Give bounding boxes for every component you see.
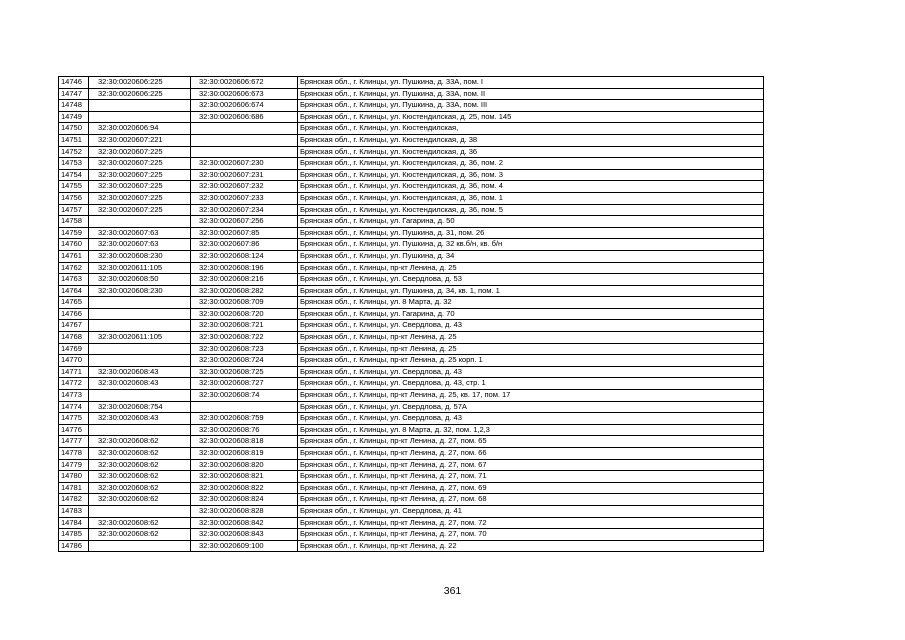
table-row [59, 123, 764, 135]
parent-cadastral-number-cell: 32:30:0020608:50 [89, 274, 191, 286]
address-cell: Брянская обл., г. Клинцы, пр-кт Ленина, д. 22 [298, 540, 764, 552]
address-cell: Брянская обл., г. Клинцы, ул. Кюстендилская, д. 38 [298, 134, 764, 146]
address-cell: Брянская обл., г. Клинцы, пр-кт Ленина, д. 25 [298, 343, 764, 355]
row-number-cell: 14755 [59, 181, 89, 193]
row-number-cell: 14747 [59, 88, 89, 100]
row-number-cell: 14765 [59, 297, 89, 309]
parent-cadastral-number-cell: 32:30:0020607:225 [89, 146, 191, 158]
cadastral-number-cell: 32:30:0020606:686 [191, 111, 298, 123]
address-cell: Брянская обл., г. Клинцы, пр-кт Ленина, д. 27, пом. 68 [298, 494, 764, 506]
address-cell: Брянская обл., г. Клинцы, ул. Свердлова, д. 43, стр. 1 [298, 378, 764, 390]
table-row [59, 355, 764, 367]
parent-cadastral-number-cell [89, 111, 191, 123]
parent-cadastral-number-cell: 32:30:0020607:225 [89, 192, 191, 204]
address-cell: Брянская обл., г. Клинцы, ул. Пушкина, д. 33А, пом. III [298, 100, 764, 112]
row-number-cell: 14777 [59, 436, 89, 448]
address-cell: Брянская обл., г. Клинцы, пр-кт Ленина, д. 25 корп. 1 [298, 355, 764, 367]
row-number-cell: 14757 [59, 204, 89, 216]
table-row [59, 100, 764, 112]
cadastral-number-cell: 32:30:0020607:230 [191, 158, 298, 170]
table-row [59, 192, 764, 204]
parent-cadastral-number-cell: 32:30:0020608:62 [89, 529, 191, 541]
cadastral-number-cell [191, 123, 298, 135]
cadastral-number-cell: 32:30:0020608:196 [191, 262, 298, 274]
table-row [59, 77, 764, 89]
table-row [59, 308, 764, 320]
cadastral-number-cell: 32:30:0020608:759 [191, 413, 298, 425]
cadastral-number-cell [191, 134, 298, 146]
parent-cadastral-number-cell [89, 216, 191, 228]
address-cell: Брянская обл., г. Клинцы, ул. Свердлова, д. 43 [298, 413, 764, 425]
cadastral-number-cell [191, 401, 298, 413]
address-cell: Брянская обл., г. Клинцы, пр-кт Ленина, д. 25, кв. 17, пом. 17 [298, 390, 764, 402]
row-number-cell: 14751 [59, 134, 89, 146]
table-row [59, 448, 764, 460]
row-number-cell: 14767 [59, 320, 89, 332]
parent-cadastral-number-cell: 32:30:0020607:221 [89, 134, 191, 146]
parent-cadastral-number-cell [89, 390, 191, 402]
cadastral-number-cell: 32:30:0020608:727 [191, 378, 298, 390]
parent-cadastral-number-cell: 32:30:0020611:105 [89, 332, 191, 344]
table-row [59, 494, 764, 506]
parent-cadastral-number-cell: 32:30:0020607:63 [89, 227, 191, 239]
row-number-cell: 14784 [59, 517, 89, 529]
address-cell: Брянская обл., г. Клинцы, пр-кт Ленина, д. 27, пом. 66 [298, 448, 764, 460]
address-cell: Брянская обл., г. Клинцы, пр-кт Ленина, д. 25 [298, 332, 764, 344]
row-number-cell: 14778 [59, 448, 89, 460]
parent-cadastral-number-cell: 32:30:0020608:62 [89, 459, 191, 471]
parent-cadastral-number-cell: 32:30:0020608:62 [89, 436, 191, 448]
table-row [59, 343, 764, 355]
address-cell: Брянская обл., г. Клинцы, ул. Кюстендилская, д. 36, пом. 4 [298, 181, 764, 193]
address-cell: Брянская обл., г. Клинцы, ул. Кюстендилская, д. 36, пом. 5 [298, 204, 764, 216]
address-cell: Брянская обл., г. Клинцы, пр-кт Ленина, д. 27, пом. 65 [298, 436, 764, 448]
table-row [59, 482, 764, 494]
row-number-cell: 14748 [59, 100, 89, 112]
parent-cadastral-number-cell: 32:30:0020607:63 [89, 239, 191, 251]
cadastral-number-cell: 32:30:0020608:824 [191, 494, 298, 506]
table-row [59, 262, 764, 274]
row-number-cell: 14780 [59, 471, 89, 483]
row-number-cell: 14783 [59, 505, 89, 517]
parent-cadastral-number-cell: 32:30:0020607:225 [89, 158, 191, 170]
row-number-cell: 14768 [59, 332, 89, 344]
parent-cadastral-number-cell [89, 320, 191, 332]
parent-cadastral-number-cell: 32:30:0020607:225 [89, 169, 191, 181]
row-number-cell: 14769 [59, 343, 89, 355]
parent-cadastral-number-cell: 32:30:0020608:62 [89, 448, 191, 460]
table-row [59, 239, 764, 251]
cadastral-number-cell: 32:30:0020608:724 [191, 355, 298, 367]
address-cell: Брянская обл., г. Клинцы, пр-кт Ленина, д. 27, пом. 72 [298, 517, 764, 529]
table-row [59, 529, 764, 541]
cadastral-number-cell: 32:30:0020607:234 [191, 204, 298, 216]
address-cell: Брянская обл., г. Клинцы, ул. Пушкина, д. 34 [298, 250, 764, 262]
table-row [59, 436, 764, 448]
address-cell: Брянская обл., г. Клинцы, ул. Гагарина, д. 50 [298, 216, 764, 228]
parent-cadastral-number-cell: 32:30:0020608:43 [89, 413, 191, 425]
cadastral-number-cell: 32:30:0020606:672 [191, 77, 298, 89]
row-number-cell: 14752 [59, 146, 89, 158]
address-cell: Брянская обл., г. Клинцы, ул. Кюстендилская, д. 36, пом. 1 [298, 192, 764, 204]
cadastral-number-cell: 32:30:0020608:818 [191, 436, 298, 448]
address-cell: Брянская обл., г. Клинцы, ул. Пушкина, д. 34, кв. 1, пом. 1 [298, 285, 764, 297]
row-number-cell: 14786 [59, 540, 89, 552]
address-cell: Брянская обл., г. Клинцы, ул. Пушкина, д. 33А, пом. I [298, 77, 764, 89]
table-row [59, 424, 764, 436]
cadastral-number-cell: 32:30:0020607:231 [191, 169, 298, 181]
address-cell: Брянская обл., г. Клинцы, ул. Свердлова, д. 43 [298, 366, 764, 378]
cadastral-number-cell: 32:30:0020608:282 [191, 285, 298, 297]
cadastral-number-cell: 32:30:0020608:216 [191, 274, 298, 286]
table-row [59, 181, 764, 193]
address-cell: Брянская обл., г. Клинцы, ул. Гагарина, д. 70 [298, 308, 764, 320]
table-row [59, 540, 764, 552]
row-number-cell: 14763 [59, 274, 89, 286]
address-cell: Брянская обл., г. Клинцы, пр-кт Ленина, д. 27, пом. 67 [298, 459, 764, 471]
parent-cadastral-number-cell: 32:30:0020607:225 [89, 181, 191, 193]
parent-cadastral-number-cell: 32:30:0020608:43 [89, 366, 191, 378]
cadastral-number-cell: 32:30:0020607:85 [191, 227, 298, 239]
cadastral-number-cell: 32:30:0020608:822 [191, 482, 298, 494]
cadastral-number-cell: 32:30:0020607:256 [191, 216, 298, 228]
row-number-cell: 14758 [59, 216, 89, 228]
address-cell: Брянская обл., г. Клинцы, пр-кт Ленина, д. 27, пом. 71 [298, 471, 764, 483]
table-row [59, 390, 764, 402]
cadastral-number-cell: 32:30:0020607:233 [191, 192, 298, 204]
address-cell: Брянская обл., г. Клинцы, пр-кт Ленина, д. 27, пом. 70 [298, 529, 764, 541]
parent-cadastral-number-cell [89, 424, 191, 436]
cadastral-number-cell: 32:30:0020608:721 [191, 320, 298, 332]
table-row [59, 505, 764, 517]
row-number-cell: 14774 [59, 401, 89, 413]
table-row [59, 366, 764, 378]
table-row [59, 204, 764, 216]
page-number: 361 [443, 585, 462, 597]
row-number-cell: 14754 [59, 169, 89, 181]
row-number-cell: 14759 [59, 227, 89, 239]
cadastral-number-cell: 32:30:0020608:74 [191, 390, 298, 402]
table-row [59, 227, 764, 239]
parent-cadastral-number-cell [89, 343, 191, 355]
table-row [59, 250, 764, 262]
address-cell: Брянская обл., г. Клинцы, ул. Кюстендилская, д. 36, пом. 3 [298, 169, 764, 181]
row-number-cell: 14762 [59, 262, 89, 274]
parent-cadastral-number-cell: 32:30:0020606:225 [89, 77, 191, 89]
table-row [59, 320, 764, 332]
document-page [58, 76, 763, 552]
parent-cadastral-number-cell [89, 100, 191, 112]
parent-cadastral-number-cell [89, 355, 191, 367]
address-cell: Брянская обл., г. Клинцы, ул. Пушкина, д. 33А, пом. II [298, 88, 764, 100]
address-cell: Брянская обл., г. Клинцы, ул. Кюстендилская, д. 36 [298, 146, 764, 158]
cadastral-number-cell: 32:30:0020609:100 [191, 540, 298, 552]
parent-cadastral-number-cell: 32:30:0020608:62 [89, 482, 191, 494]
row-number-cell: 14782 [59, 494, 89, 506]
cadastral-number-cell: 32:30:0020608:723 [191, 343, 298, 355]
table-row [59, 134, 764, 146]
cadastral-number-cell: 32:30:0020607:86 [191, 239, 298, 251]
row-number-cell: 14770 [59, 355, 89, 367]
cadastral-number-cell: 32:30:0020608:828 [191, 505, 298, 517]
cadastral-number-cell: 32:30:0020608:842 [191, 517, 298, 529]
table-row [59, 517, 764, 529]
cadastral-number-cell: 32:30:0020608:722 [191, 332, 298, 344]
table-row [59, 111, 764, 123]
table-row [59, 274, 764, 286]
row-number-cell: 14760 [59, 239, 89, 251]
cadastral-number-cell: 32:30:0020608:820 [191, 459, 298, 471]
address-cell: Брянская обл., г. Клинцы, ул. Кюстендилская, д. 36, пом. 2 [298, 158, 764, 170]
table-row [59, 88, 764, 100]
address-cell: Брянская обл., г. Клинцы, ул. Кюстендилская, д. 25, пом. 145 [298, 111, 764, 123]
row-number-cell: 14749 [59, 111, 89, 123]
row-number-cell: 14766 [59, 308, 89, 320]
address-cell: Брянская обл., г. Клинцы, ул. Свердлова, д. 41 [298, 505, 764, 517]
row-number-cell: 14756 [59, 192, 89, 204]
register-table-body [59, 77, 764, 552]
parent-cadastral-number-cell: 32:30:0020608:230 [89, 250, 191, 262]
parent-cadastral-number-cell: 32:30:0020608:754 [89, 401, 191, 413]
cadastral-number-cell: 32:30:0020608:725 [191, 366, 298, 378]
row-number-cell: 14772 [59, 378, 89, 390]
table-row [59, 332, 764, 344]
parent-cadastral-number-cell: 32:30:0020608:62 [89, 517, 191, 529]
table-row [59, 297, 764, 309]
row-number-cell: 14785 [59, 529, 89, 541]
cadastral-number-cell [191, 146, 298, 158]
address-cell: Брянская обл., г. Клинцы, ул. Свердлова, д. 53 [298, 274, 764, 286]
parent-cadastral-number-cell: 32:30:0020606:225 [89, 88, 191, 100]
row-number-cell: 14771 [59, 366, 89, 378]
parent-cadastral-number-cell [89, 540, 191, 552]
row-number-cell: 14776 [59, 424, 89, 436]
parent-cadastral-number-cell: 32:30:0020608:43 [89, 378, 191, 390]
address-cell: Брянская обл., г. Клинцы, ул. Свердлова, д. 57А [298, 401, 764, 413]
property-register-table [58, 76, 764, 552]
cadastral-number-cell: 32:30:0020608:821 [191, 471, 298, 483]
table-row [59, 285, 764, 297]
row-number-cell: 14781 [59, 482, 89, 494]
address-cell: Брянская обл., г. Клинцы, ул. Свердлова, д. 43 [298, 320, 764, 332]
row-number-cell: 14761 [59, 250, 89, 262]
parent-cadastral-number-cell: 32:30:0020606:94 [89, 123, 191, 135]
cadastral-number-cell: 32:30:0020606:674 [191, 100, 298, 112]
table-row [59, 158, 764, 170]
table-row [59, 216, 764, 228]
parent-cadastral-number-cell [89, 505, 191, 517]
row-number-cell: 14750 [59, 123, 89, 135]
address-cell: Брянская обл., г. Клинцы, ул. 8 Марта, д. 32, пом. 1,2,3 [298, 424, 764, 436]
table-row [59, 401, 764, 413]
cadastral-number-cell: 32:30:0020608:819 [191, 448, 298, 460]
table-row [59, 413, 764, 425]
row-number-cell: 14773 [59, 390, 89, 402]
table-row [59, 169, 764, 181]
parent-cadastral-number-cell: 32:30:0020611:105 [89, 262, 191, 274]
parent-cadastral-number-cell: 32:30:0020607:225 [89, 204, 191, 216]
address-cell: Брянская обл., г. Клинцы, пр-кт Ленина, д. 27, пом. 69 [298, 482, 764, 494]
parent-cadastral-number-cell [89, 308, 191, 320]
cadastral-number-cell: 32:30:0020608:709 [191, 297, 298, 309]
cadastral-number-cell: 32:30:0020608:720 [191, 308, 298, 320]
table-row [59, 378, 764, 390]
table-row [59, 146, 764, 158]
row-number-cell: 14775 [59, 413, 89, 425]
address-cell: Брянская обл., г. Клинцы, ул. Пушкина, д. 31, пом. 26 [298, 227, 764, 239]
table-row [59, 459, 764, 471]
table-row [59, 471, 764, 483]
cadastral-number-cell: 32:30:0020607:232 [191, 181, 298, 193]
row-number-cell: 14764 [59, 285, 89, 297]
parent-cadastral-number-cell [89, 297, 191, 309]
cadastral-number-cell: 32:30:0020608:124 [191, 250, 298, 262]
row-number-cell: 14746 [59, 77, 89, 89]
row-number-cell: 14779 [59, 459, 89, 471]
address-cell: Брянская обл., г. Клинцы, ул. 8 Марта, д. 32 [298, 297, 764, 309]
parent-cadastral-number-cell: 32:30:0020608:230 [89, 285, 191, 297]
address-cell: Брянская обл., г. Клинцы, ул. Кюстендилская, [298, 123, 764, 135]
address-cell: Брянская обл., г. Клинцы, пр-кт Ленина, д. 25 [298, 262, 764, 274]
cadastral-number-cell: 32:30:0020608:76 [191, 424, 298, 436]
cadastral-number-cell: 32:30:0020606:673 [191, 88, 298, 100]
parent-cadastral-number-cell: 32:30:0020608:62 [89, 494, 191, 506]
row-number-cell: 14753 [59, 158, 89, 170]
parent-cadastral-number-cell: 32:30:0020608:62 [89, 471, 191, 483]
cadastral-number-cell: 32:30:0020608:843 [191, 529, 298, 541]
address-cell: Брянская обл., г. Клинцы, ул. Пушкина, д. 32 кв.б/н, кв. б/н [298, 239, 764, 251]
